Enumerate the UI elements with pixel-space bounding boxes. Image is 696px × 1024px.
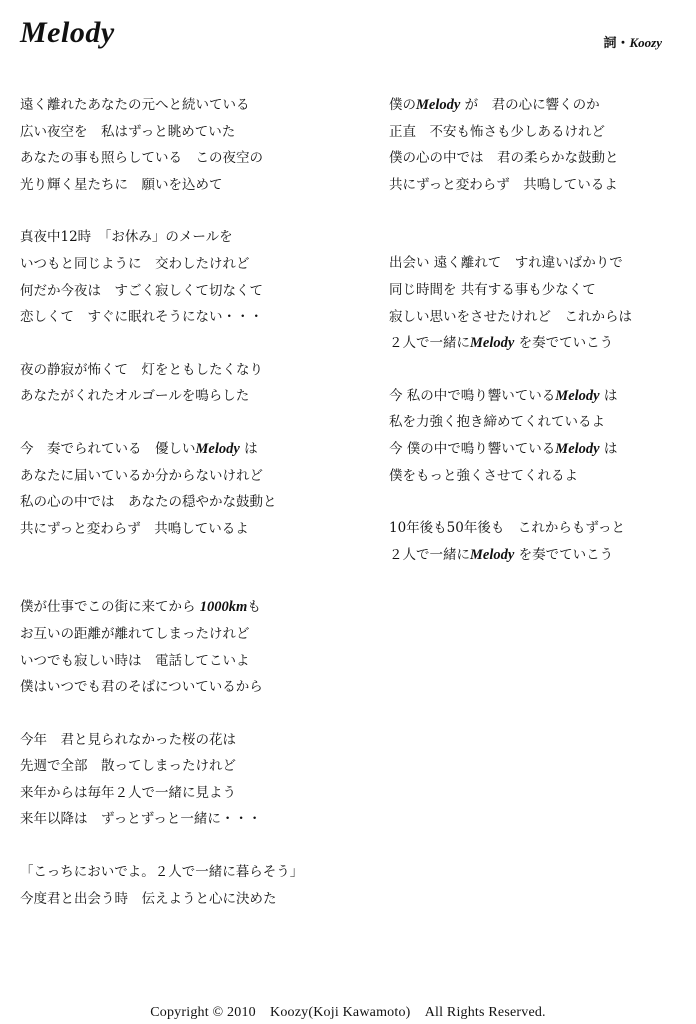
- lyric-line: 寂しい思いをさせたけれど これからは: [389, 308, 632, 325]
- melody-word: Melody: [416, 97, 461, 113]
- lyric-line: 今度君と出会う時 伝えようと心に決めた: [20, 890, 277, 907]
- lyric-line: あなたの事も照らしている この夜空の: [20, 150, 263, 167]
- lyric-line: 僕はいつでも君のそばについているから: [20, 679, 263, 696]
- lyrics-left-column: [20, 92, 360, 912]
- credit-prefix: 詞・: [603, 36, 630, 51]
- right-stanza-2: [389, 250, 679, 356]
- left-stanza-5: [20, 594, 360, 700]
- lyric-line: 「こっちにおいでよ。２人で一緒に暮らそう」: [20, 864, 304, 881]
- lyric-line: 先週で全部 散ってしまったけれど: [20, 758, 236, 775]
- left-stanza-1: [20, 92, 360, 198]
- lyric-line: いつもと同じように 交わしたけれど: [20, 255, 250, 272]
- lyric-line: 光り輝く星たちに 願いを込めて: [20, 176, 223, 193]
- lyric-line: 何だか今夜は すごく寂しくて切なくて: [20, 282, 263, 299]
- lyric-line: お互いの距離が離れてしまったけれど: [20, 625, 250, 642]
- melody-word: Melody: [470, 546, 515, 563]
- lyric-line: 広い夜空を 私はずっと眺めていた: [20, 123, 236, 140]
- lyric-line: あなたがくれたオルゴールを鳴らした: [20, 388, 250, 405]
- lyric-line: 出会い 遠く離れて すれ違いばかりで: [389, 255, 623, 272]
- left-stanza-2: [20, 224, 360, 330]
- lyric-line: 10年後も50年後も これからもずっと: [389, 520, 626, 537]
- left-stanza-3: [20, 357, 360, 410]
- lyric-line: 来年以降は ずっとずっと一緒に・・・: [20, 811, 262, 828]
- lyric-line: 遠く離れたあなたの元へと続いている: [20, 97, 250, 113]
- melody-word: Melody: [195, 440, 240, 457]
- left-stanza-6: [20, 727, 360, 833]
- lyric-line: 共にずっと変わらず 共鳴しているよ: [20, 520, 249, 537]
- lyricist-name: Koozy: [629, 35, 662, 50]
- lyric-line: 僕の心の中では 君の柔らかな鼓動と: [389, 150, 619, 167]
- melody-word: Melody: [555, 440, 600, 457]
- copyright-footer: Copyright © 2010 Koozy(Koji Kawamoto) All Rights Reserved.: [150, 1005, 546, 1020]
- lyric-line: 僕が仕事でこの街に来てから 1000kmも: [20, 599, 261, 616]
- lyric-line: 私の心の中では あなたの穏やかな鼓動と: [20, 494, 277, 511]
- lyric-line: 夜の静寂が怖くて 灯をともしたくなり: [20, 361, 263, 378]
- melody-word: Melody: [470, 335, 515, 352]
- lyric-line: 恋しくて すぐに眠れそうにない・・・: [20, 309, 263, 326]
- lyric-line: 僕をもっと強くさせてくれるよ: [389, 467, 578, 484]
- lyrics-right-column: [389, 92, 679, 568]
- distance-value: 1000km: [199, 599, 248, 616]
- lyric-line: 共にずっと変わらず 共鳴しているよ: [389, 176, 618, 193]
- lyric-line: 私を力強く抱き締めてくれているよ: [389, 414, 605, 431]
- lyric-line: いつでも寂しい時は 電話してこいよ: [20, 652, 250, 669]
- lyricist-credit: [603, 32, 662, 51]
- lyric-line: 真夜中12時 「お休み」のメールを: [20, 229, 233, 246]
- lyric-line: ２人で一緒にMelody を奏でていこう: [389, 546, 614, 563]
- lyric-line: 今 私の中で鳴り響いているMelody は: [389, 387, 618, 404]
- lyric-line: 今年 君と見られなかった桜の花は: [20, 731, 236, 748]
- lyric-line: 僕のMelody が 君の心に響くのか: [389, 97, 600, 113]
- right-stanza-4: [389, 515, 679, 568]
- right-stanza-3: [389, 383, 679, 489]
- lyric-line: 今 僕の中で鳴り響いているMelody は: [389, 440, 618, 457]
- song-title: Melody: [20, 16, 115, 49]
- lyric-line: 来年からは毎年２人で一緒に見よう: [20, 784, 236, 801]
- melody-word: Melody: [555, 387, 600, 404]
- left-stanza-4: [20, 436, 360, 542]
- lyric-line: 正直 不安も怖さも少しあるけれど: [389, 123, 605, 140]
- left-stanza-7: [20, 859, 360, 912]
- lyric-line: ２人で一緒にMelody を奏でていこう: [389, 335, 614, 352]
- right-stanza-1: [389, 92, 679, 198]
- lyric-line: 同じ時間を 共有する事も少なくて: [389, 281, 596, 298]
- lyric-line: 今 奏でられている 優しいMelody は: [20, 440, 258, 457]
- lyric-line: あなたに届いているか分からないけれど: [20, 467, 263, 484]
